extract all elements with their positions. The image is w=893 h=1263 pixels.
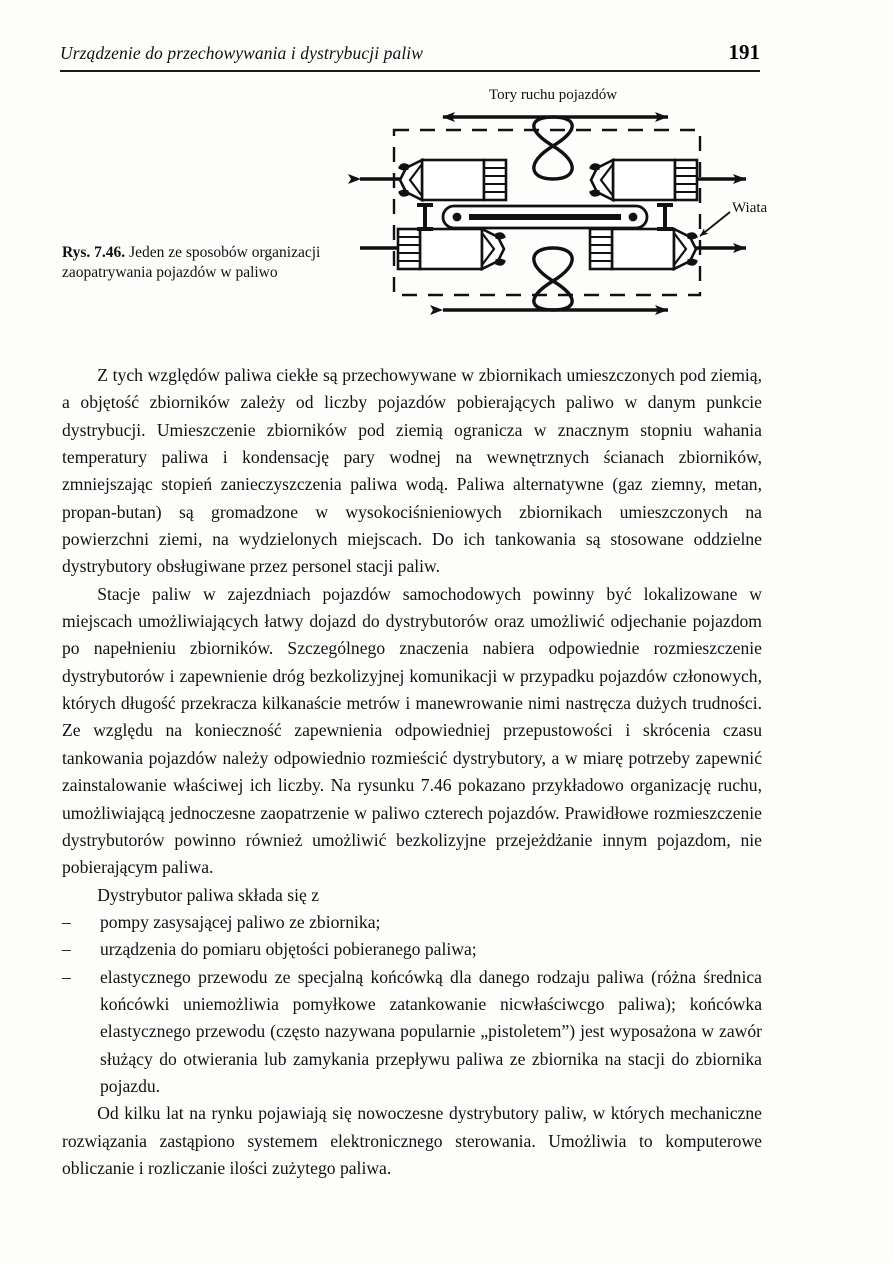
list-item: [62, 964, 762, 1101]
page-title: Urządzenie do przechowywania i dystrybucji paliw: [60, 43, 424, 63]
vehicle-top-left: [399, 160, 506, 200]
canopy-column-right: [657, 203, 673, 231]
figure-right-label: Wiata: [732, 200, 768, 216]
vehicle-bottom-right: [590, 229, 697, 269]
crossover-path-upper-b: [534, 117, 572, 179]
vehicle-top-right: [590, 160, 697, 200]
crossover-path-upper-a: [534, 117, 572, 179]
list-item-text: pompy zasysającej paliwo ze zbiornika;: [100, 911, 381, 932]
figure-caption-number: Rys. 7.46.: [62, 244, 126, 261]
fuel-dispenser-island: [443, 206, 647, 228]
fuel-station-layout-diagram: [338, 84, 768, 334]
paragraph-4: Od kilku lat na rynku pojawiają się nowoczesne dystrybutory paliw, w których mechaniczne rozwiązania zastąpiono systemem elektronicznego sterowania. Umożliwia to komputerowe obliczanie i rozliczanie ilości zużytego paliwa.: [62, 1103, 762, 1178]
page-number: 191: [728, 40, 760, 64]
running-head: [60, 40, 760, 65]
list-bullet: –: [62, 911, 71, 932]
crossover-path-lower-b: [534, 248, 572, 310]
dispenser-parts-list: [62, 909, 762, 1100]
body-text: [62, 362, 762, 1182]
list-item-text: elastycznego przewodu ze specjalną końcówką dla danego rodzaju paliwa (różna średnica końcówki uniemożliwia pomyłkowe zatankowanie nicwłaściwcgo paliwa); końcówka elastycznego przewodu (często nazywana popularnie „pistoletem”) jest wyposażona w zawór służący do otwierania lub zamykania przepływu paliwa ze zbiornika na stacji do zbiornika pojazdu.: [100, 966, 762, 1096]
list-item: [62, 909, 762, 936]
list-bullet: –: [62, 939, 71, 960]
list-item: [62, 936, 762, 963]
figure-7-46: [338, 84, 768, 334]
paragraph-2: Stacje paliw w zajezdniach pojazdów samochodowych powinny być lokalizowane w miejscach umożliwiających łatwy dojazd do dystrybutorów oraz umożliwić odjechanie pojazdom po napełnieniu zbiorników. Szczególnego znaczenia nabiera odpowiednie rozmieszczenie dystrybutorów i zapewnienie dróg bezkolizyjnej komunikacji w przypadku pojazdów członowych, których długość przekracza kilkanaście metrów i manewrowanie nimi nastręcza dużych trudności. Ze względu na konieczność zapewnienia odpowiedniej przepustowości i skrócenia czasu tankowania pojazdów należy odpowiednio rozmieścić dystrybutory, a w miarę potrzeby zapewnić zainstalowanie właściwej ich liczby. Na rysunku 7.46 pokazano przykładowo organizację ruchu, umożliwiającą jednoczesne zaopatrzenie w paliwo czterech pojazdów. Prawidłowe rozmieszczenie dystrybutorów powinno również umożliwić bezkolizyjne przejeżdżanie innym pojazdom, nie pobierającym paliwa.: [62, 583, 762, 878]
list-bullet: –: [62, 966, 71, 987]
figure-top-label: Tory ruchu pojazdów: [488, 87, 618, 103]
paragraph-1: Z tych względów paliwa ciekłe są przechowywane w zbiornikach umieszczonych pod ziemią, a objętość zbiorników zależy od liczby pojazdów pobierających paliwo w danym punkcie dystrybucji. Umieszczenie zbiorników pod ziemią ogranicza w znacznym stopniu wahania temperatury paliwa i kondensację pary wodnej na wewnętrznych ścianach zbiorników, zmniejszając stopień zanieczyszczenia paliwa wodą. Paliwa alternatywne (gaz ziemny, metan, propan-butan) są gromadzone w wysokociśnieniowych zbiornikach umieszczonych na powierzchni ziemi, na wydzielonych miejscach. Do ich tankowania są stosowane oddzielne dystrybutory obsługiwane przez personel stacji paliw.: [62, 365, 762, 577]
list-item-text: urządzenia do pomiaru objętości pobieranego paliwa;: [100, 939, 477, 960]
vehicle-bottom-left: [398, 229, 505, 269]
figure-caption: [62, 243, 344, 283]
paragraph-3: Dystrybutor paliwa składa się z: [97, 884, 320, 905]
figure-caption-text: Jeden ze sposobów organizacji zaopatrywania pojazdów w paliwo: [62, 244, 321, 282]
header-divider: [60, 70, 760, 72]
canopy-column-left: [417, 203, 433, 231]
canopy-leader-line: [700, 212, 730, 236]
crossover-path-lower-a: [534, 248, 572, 310]
